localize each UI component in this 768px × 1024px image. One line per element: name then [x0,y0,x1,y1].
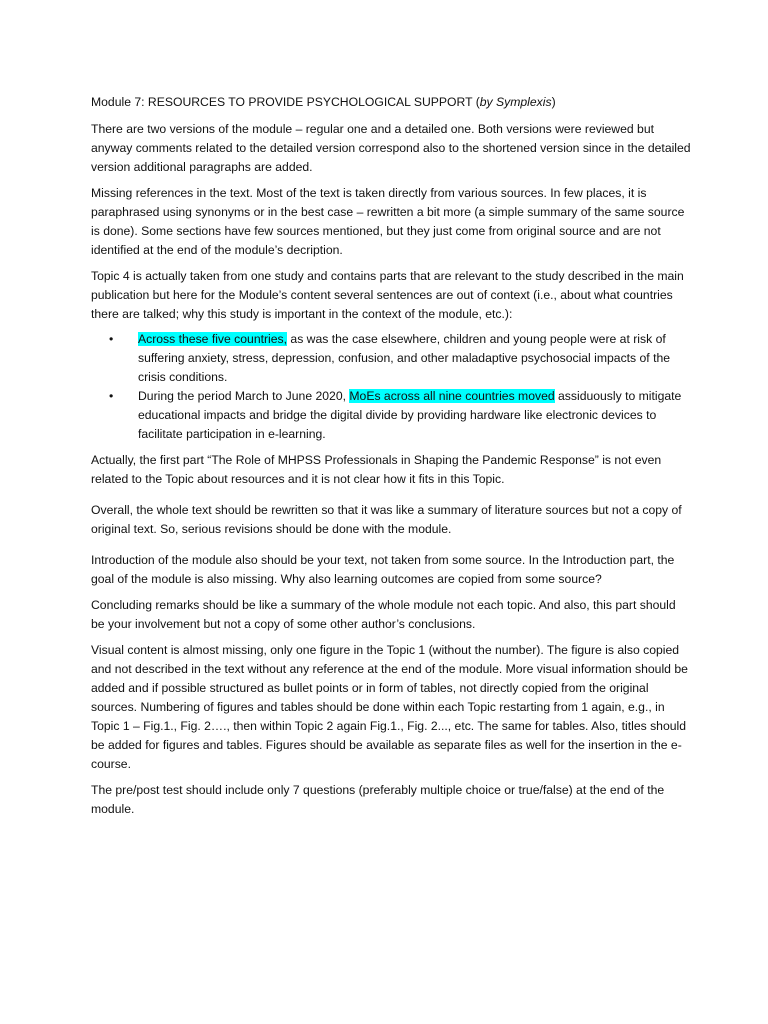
bullet-text-post: assiduously to mitigate educational impacts and bridge the digital divide by providing hardware like electronic devices to facilitate participation in e-learning. [138,389,682,441]
paragraph-mhpss-part: Actually, the first part “The Role of MHPSS Professionals in Shaping the Pandemic Response” is not even related to the Topic about resources and it is not clear how it fits in this Topic. [91,453,662,486]
document-body [91,93,691,826]
document-title [91,93,691,112]
title-suffix: ) [551,95,556,109]
title-author: by Symplexis [479,95,552,109]
bullet-marker: • [109,332,114,346]
paragraph-concluding-remarks: Concluding remarks should be like a summary of the whole module not each topic. And also, this part should be your involvement but not a copy of some other author’s conclusions. [91,598,676,631]
bullet-marker: • [109,389,114,403]
paragraph-rewrite: Overall, the whole text should be rewritten so that it was like a summary of literature sources but not a copy of original text. So, serious revisions should be done with the module. [91,503,682,536]
list-item [109,387,691,444]
title-prefix: Module 7: RESOURCES TO PROVIDE PSYCHOLOGICAL SUPPORT ( [91,95,480,109]
paragraph-versions: There are two versions of the module – regular one and a detailed one. Both versions were reviewed but anyway comments related to the detailed version correspond also to the shortened version since in the detailed version additional paragraphs are added. [91,122,691,174]
paragraph-pre-post-test: The pre/post test should include only 7 questions (preferably multiple choice or true/false) at the end of the module. [91,783,665,816]
paragraph-topic-4: Topic 4 is actually taken from one study and contains parts that are relevant to the study described in the main publication but here for the Module’s content several sentences are out of context (i.e., about what countries there are talked; why this study is important in the context of the module, etc.): [91,269,684,321]
paragraph-visual-content: Visual content is almost missing, only one figure in the Topic 1 (without the number). The figure is also copied and not described in the text without any reference at the end of the module. More visual information should be added and if possible structured as bullet points or in form of tables, not directly copied from the original sources. Numbering of figures and tables should be done within each Topic restarting from 1 again, e.g., in Topic 1 – Fig.1., Fig. 2…., then within Topic 2 again Fig.1., Fig. 2..., etc. The same for tables. Also, titles should be added for figures and tables. Figures should be available as separate files as well for the insertion in the e-course. [91,643,688,771]
bullet-text-post: as was the case elsewhere, children and young people were at risk of suffering anxiety, stress, depression, confusion, and other maladaptive psychosocial impacts of the crisis conditions. [138,332,671,384]
paragraph-missing-references: Missing references in the text. Most of the text is taken directly from various sources. In few places, it is paraphrased using synonyms or in the best case – rewritten a bit more (a simple summary of the same source is done). Some sections have few sources mentioned, but they just come from original source and are not identified at the end of the module’s decription. [91,186,685,257]
paragraph-introduction: Introduction of the module also should be your text, not taken from some source. In the Introduction part, the goal of the module is also missing. Why also learning outcomes are copied from some source? [91,553,675,586]
bullet-list [91,330,691,444]
highlighted-text: Across these five countries, [138,332,288,346]
list-item [109,330,691,387]
highlighted-text: MoEs across all nine countries moved [349,389,555,403]
bullet-text-pre: During the period March to June 2020, [138,389,350,403]
